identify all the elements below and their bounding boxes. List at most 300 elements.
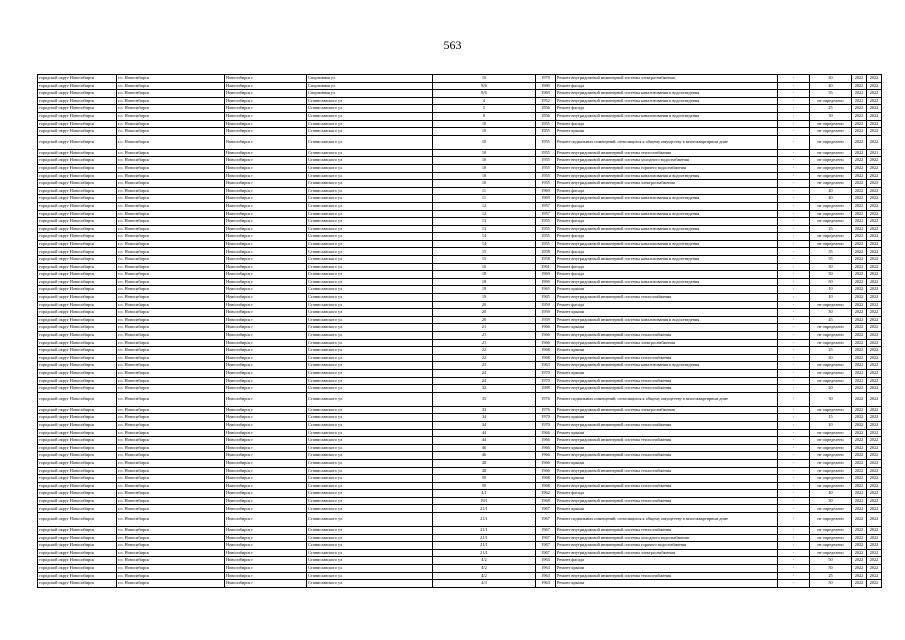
start-year-cell: 2022 xyxy=(852,490,867,498)
street-cell: Станиславского ул xyxy=(307,385,433,393)
build-year-cell: 1969 xyxy=(536,278,556,286)
municipality-cell: городской округ Новосибирск xyxy=(38,271,117,279)
table-row xyxy=(38,557,882,565)
dash-cell: - xyxy=(778,202,810,210)
house-number-cell: 20 xyxy=(433,309,536,317)
city-cell: Новосибирск г xyxy=(225,301,307,309)
street-cell: Спортивная ул xyxy=(307,82,433,90)
street-cell: Станиславского ул xyxy=(307,542,433,550)
cost-cell: не определено xyxy=(810,377,852,385)
build-year-cell: 1965 xyxy=(536,294,556,302)
build-year-cell: 1969 xyxy=(536,187,556,195)
street-cell: Станиславского ул xyxy=(307,332,433,340)
municipality-cell: городской округ Новосибирск xyxy=(38,263,117,271)
start-year-cell: 2022 xyxy=(852,263,867,271)
build-year-cell: 1966 xyxy=(536,467,556,475)
table-row xyxy=(38,218,882,226)
house-number-cell: 18 xyxy=(433,278,536,286)
build-year-cell: 1967 xyxy=(536,513,556,527)
dash-cell: - xyxy=(778,164,810,172)
cost-cell: 30 xyxy=(810,263,852,271)
settlement-cell: г.о. Новосибирск xyxy=(117,316,225,324)
end-year-cell: 2022 xyxy=(867,497,882,505)
municipality-cell: городской округ Новосибирск xyxy=(38,369,117,377)
street-cell: Станиславского ул xyxy=(307,120,433,128)
municipality-cell: городской округ Новосибирск xyxy=(38,339,117,347)
build-year-cell: 1968 xyxy=(536,497,556,505)
dash-cell: - xyxy=(778,112,810,120)
city-cell: Новосибирск г xyxy=(225,385,307,393)
dash-cell: - xyxy=(778,475,810,483)
dash-cell: - xyxy=(778,444,810,452)
build-year-cell: 1966 xyxy=(536,444,556,452)
street-cell: Станиславского ул xyxy=(307,128,433,136)
city-cell: Новосибирск г xyxy=(225,256,307,264)
start-year-cell: 2022 xyxy=(852,513,867,527)
start-year-cell: 2022 xyxy=(852,332,867,340)
table-row xyxy=(38,248,882,256)
settlement-cell: г.о. Новосибирск xyxy=(117,210,225,218)
work-type-cell: Ремонт внутридомовой инженерной системы теплоснабжения xyxy=(556,467,778,475)
build-year-cell: 1959 xyxy=(536,301,556,309)
municipality-cell: городской округ Новосибирск xyxy=(38,256,117,264)
cost-cell: не определено xyxy=(810,210,852,218)
cost-cell: 40 xyxy=(810,82,852,90)
municipality-cell: городской округ Новосибирск xyxy=(38,557,117,565)
work-type-cell: Ремонт фасада xyxy=(556,248,778,256)
table-row xyxy=(38,233,882,241)
cost-cell: 25 xyxy=(810,347,852,355)
table-row xyxy=(38,505,882,513)
start-year-cell: 2022 xyxy=(852,278,867,286)
dash-cell: - xyxy=(778,82,810,90)
work-type-cell: Ремонт крыши xyxy=(556,347,778,355)
cost-cell: 50 xyxy=(810,112,852,120)
street-cell: Станиславского ул xyxy=(307,377,433,385)
dash-cell: - xyxy=(778,385,810,393)
build-year-cell: 1976 xyxy=(536,406,556,414)
municipality-cell: городской округ Новосибирск xyxy=(38,90,117,98)
dash-cell: - xyxy=(778,332,810,340)
settlement-cell: г.о. Новосибирск xyxy=(117,475,225,483)
work-type-cell: Ремонт внутридомовой инженерной системы теплоснабжения xyxy=(556,354,778,362)
cost-cell: 10 xyxy=(810,294,852,302)
cost-cell: 50 xyxy=(810,557,852,565)
build-year-cell: 1957 xyxy=(536,202,556,210)
house-number-cell: 4 xyxy=(433,97,536,105)
cost-cell: не определено xyxy=(810,505,852,513)
city-cell: Новосибирск г xyxy=(225,513,307,527)
work-type-cell: Ремонт крыши xyxy=(556,286,778,294)
start-year-cell: 2022 xyxy=(852,128,867,136)
cost-cell: не определено xyxy=(810,135,852,149)
settlement-cell: г.о. Новосибирск xyxy=(117,135,225,149)
dash-cell: - xyxy=(778,135,810,149)
settlement-cell: г.о. Новосибирск xyxy=(117,90,225,98)
house-number-cell: 22 xyxy=(433,354,536,362)
cost-cell: 50 xyxy=(810,565,852,573)
table-row xyxy=(38,467,882,475)
end-year-cell: 2022 xyxy=(867,278,882,286)
dash-cell: - xyxy=(778,240,810,248)
table-row xyxy=(38,316,882,324)
street-cell: Станиславского ул xyxy=(307,225,433,233)
city-cell: Новосибирск г xyxy=(225,187,307,195)
start-year-cell: 2022 xyxy=(852,97,867,105)
cost-cell: 50 xyxy=(810,278,852,286)
municipality-cell: городской округ Новосибирск xyxy=(38,135,117,149)
end-year-cell: 2022 xyxy=(867,369,882,377)
dash-cell: - xyxy=(778,542,810,550)
house-number-cell: 34 xyxy=(433,421,536,429)
municipality-cell: городской округ Новосибирск xyxy=(38,406,117,414)
work-type-cell: Ремонт внутридомовой инженерной системы теплоснабжения xyxy=(556,452,778,460)
work-type-cell: Ремонт внутридомовой инженерной системы электроснабжения xyxy=(556,75,778,83)
municipality-cell: городской округ Новосибирск xyxy=(38,385,117,393)
house-number-cell: 34 xyxy=(433,414,536,422)
cost-cell: не определено xyxy=(810,324,852,332)
house-number-cell: 16 xyxy=(433,75,536,83)
cost-cell: не определено xyxy=(810,452,852,460)
table-row xyxy=(38,225,882,233)
build-year-cell: 1966 xyxy=(536,452,556,460)
house-number-cell: 4/2 xyxy=(433,557,536,565)
build-year-cell: 1957 xyxy=(536,210,556,218)
dash-cell: - xyxy=(778,105,810,113)
municipality-cell: городской округ Новосибирск xyxy=(38,120,117,128)
municipality-cell: городской округ Новосибирск xyxy=(38,347,117,355)
work-type-cell: Ремонт крыши xyxy=(556,369,778,377)
street-cell: Станиславского ул xyxy=(307,157,433,165)
street-cell: Станиславского ул xyxy=(307,256,433,264)
work-type-cell: Ремонт внутридомовой инженерной системы канализования и водоотведения xyxy=(556,240,778,248)
cost-cell: не определено xyxy=(810,202,852,210)
city-cell: Новосибирск г xyxy=(225,233,307,241)
house-number-cell: 11 xyxy=(433,195,536,203)
cost-cell: не определено xyxy=(810,534,852,542)
settlement-cell: г.о. Новосибирск xyxy=(117,467,225,475)
dash-cell: - xyxy=(778,90,810,98)
end-year-cell: 2022 xyxy=(867,580,882,588)
start-year-cell: 2022 xyxy=(852,414,867,422)
municipality-cell: городской округ Новосибирск xyxy=(38,218,117,226)
street-cell: Станиславского ул xyxy=(307,475,433,483)
end-year-cell: 2022 xyxy=(867,324,882,332)
end-year-cell: 2022 xyxy=(867,527,882,535)
table-row xyxy=(38,210,882,218)
municipality-cell: городской округ Новосибирск xyxy=(38,128,117,136)
cost-cell: не определено xyxy=(810,180,852,188)
street-cell: Станиславского ул xyxy=(307,218,433,226)
city-cell: Новосибирск г xyxy=(225,112,307,120)
city-cell: Новосибирск г xyxy=(225,164,307,172)
cost-cell: 25 xyxy=(810,225,852,233)
dash-cell: - xyxy=(778,339,810,347)
work-type-cell: Ремонт внутридомовой инженерной системы теплоснабжения xyxy=(556,497,778,505)
build-year-cell: 1955 xyxy=(536,225,556,233)
municipality-cell: городской округ Новосибирск xyxy=(38,534,117,542)
municipality-cell: городской округ Новосибирск xyxy=(38,225,117,233)
table-row xyxy=(38,294,882,302)
cost-cell: не определено xyxy=(810,149,852,157)
dash-cell: - xyxy=(778,490,810,498)
work-type-cell: Ремонт фасада xyxy=(556,218,778,226)
dash-cell: - xyxy=(778,210,810,218)
start-year-cell: 2022 xyxy=(852,385,867,393)
city-cell: Новосибирск г xyxy=(225,128,307,136)
dash-cell: - xyxy=(778,301,810,309)
city-cell: Новосибирск г xyxy=(225,414,307,422)
end-year-cell: 2022 xyxy=(867,513,882,527)
settlement-cell: г.о. Новосибирск xyxy=(117,497,225,505)
work-type-cell: Ремонт внутридомовой инженерной системы канализования и водоотведения xyxy=(556,172,778,180)
work-type-cell: Ремонт подвальных помещений, относящихся к общему имуществу в многоквартирном доме xyxy=(556,513,778,527)
work-type-cell: Ремонт внутридомовой инженерной системы холодного водоснабжения xyxy=(556,534,778,542)
work-type-cell: Ремонт внутридомовой инженерной системы теплоснабжения xyxy=(556,437,778,445)
start-year-cell: 2022 xyxy=(852,112,867,120)
cost-cell: не определено xyxy=(810,233,852,241)
end-year-cell: 2022 xyxy=(867,294,882,302)
table-row xyxy=(38,157,882,165)
table-row xyxy=(38,452,882,460)
city-cell: Новосибирск г xyxy=(225,534,307,542)
settlement-cell: г.о. Новосибирск xyxy=(117,429,225,437)
street-cell: Станиславского ул xyxy=(307,406,433,414)
table-row xyxy=(38,534,882,542)
start-year-cell: 2022 xyxy=(852,421,867,429)
street-cell: Станиславского ул xyxy=(307,505,433,513)
municipality-cell: городской округ Новосибирск xyxy=(38,475,117,483)
dash-cell: - xyxy=(778,459,810,467)
house-number-cell: 8/6 xyxy=(433,82,536,90)
end-year-cell: 2022 xyxy=(867,377,882,385)
settlement-cell: г.о. Новосибирск xyxy=(117,180,225,188)
municipality-cell: городской округ Новосибирск xyxy=(38,180,117,188)
dash-cell: - xyxy=(778,414,810,422)
street-cell: Станиславского ул xyxy=(307,195,433,203)
table-row xyxy=(38,429,882,437)
table-row xyxy=(38,572,882,580)
build-year-cell: 1970 xyxy=(536,421,556,429)
table-row xyxy=(38,172,882,180)
work-type-cell: Ремонт внутридомовой инженерной системы канализования и водоотведения xyxy=(556,210,778,218)
street-cell: Станиславского ул xyxy=(307,263,433,271)
street-cell: Станиславского ул xyxy=(307,354,433,362)
work-type-cell: Ремонт внутридомовой инженерной системы теплоснабжения xyxy=(556,294,778,302)
municipality-cell: городской округ Новосибирск xyxy=(38,444,117,452)
street-cell: Станиславского ул xyxy=(307,444,433,452)
settlement-cell: г.о. Новосибирск xyxy=(117,572,225,580)
cost-cell: 40 xyxy=(810,195,852,203)
municipality-cell: городской округ Новосибирск xyxy=(38,421,117,429)
cost-cell: не определено xyxy=(810,240,852,248)
street-cell: Станиславского ул xyxy=(307,513,433,527)
table-row xyxy=(38,527,882,535)
house-number-cell: 14 xyxy=(433,233,536,241)
municipality-cell: городской округ Новосибирск xyxy=(38,195,117,203)
dash-cell: - xyxy=(778,497,810,505)
city-cell: Новосибирск г xyxy=(225,475,307,483)
street-cell: Станиславского ул xyxy=(307,248,433,256)
table-row xyxy=(38,377,882,385)
city-cell: Новосибирск г xyxy=(225,565,307,573)
cost-cell: 30 xyxy=(810,309,852,317)
table-row xyxy=(38,549,882,557)
municipality-cell: городской округ Новосибирск xyxy=(38,233,117,241)
end-year-cell: 2022 xyxy=(867,385,882,393)
dash-cell: - xyxy=(778,195,810,203)
end-year-cell: 2022 xyxy=(867,406,882,414)
house-number-cell: 10 xyxy=(433,172,536,180)
cost-cell: не определено xyxy=(810,157,852,165)
settlement-cell: г.о. Новосибирск xyxy=(117,377,225,385)
dash-cell: - xyxy=(778,429,810,437)
build-year-cell: 1966 xyxy=(536,437,556,445)
start-year-cell: 2022 xyxy=(852,534,867,542)
table-row xyxy=(38,120,882,128)
settlement-cell: г.о. Новосибирск xyxy=(117,233,225,241)
dash-cell: - xyxy=(778,248,810,256)
house-number-cell: 13 xyxy=(433,225,536,233)
work-type-cell: Ремонт внутридомовой инженерной системы канализования и водоотведения xyxy=(556,97,778,105)
work-type-cell: Ремонт внутридомовой инженерной системы канализования и водоотведения xyxy=(556,256,778,264)
street-cell: Станиславского ул xyxy=(307,452,433,460)
house-number-cell: 33 xyxy=(433,406,536,414)
work-type-cell: Ремонт фасада xyxy=(556,490,778,498)
settlement-cell: г.о. Новосибирск xyxy=(117,225,225,233)
house-number-cell: 12 xyxy=(433,210,536,218)
municipality-cell: городской округ Новосибирск xyxy=(38,187,117,195)
table-row xyxy=(38,97,882,105)
cost-cell: не определено xyxy=(810,429,852,437)
street-cell: Станиславского ул xyxy=(307,233,433,241)
start-year-cell: 2022 xyxy=(852,157,867,165)
municipality-cell: городской округ Новосибирск xyxy=(38,149,117,157)
end-year-cell: 2022 xyxy=(867,195,882,203)
settlement-cell: г.о. Новосибирск xyxy=(117,347,225,355)
settlement-cell: г.о. Новосибирск xyxy=(117,490,225,498)
start-year-cell: 2022 xyxy=(852,324,867,332)
settlement-cell: г.о. Новосибирск xyxy=(117,278,225,286)
table-row xyxy=(38,347,882,355)
end-year-cell: 2022 xyxy=(867,332,882,340)
start-year-cell: 2022 xyxy=(852,392,867,406)
build-year-cell: 1963 xyxy=(536,362,556,370)
street-cell: Станиславского ул xyxy=(307,414,433,422)
settlement-cell: г.о. Новосибирск xyxy=(117,406,225,414)
city-cell: Новосибирск г xyxy=(225,105,307,113)
settlement-cell: г.о. Новосибирск xyxy=(117,513,225,527)
build-year-cell: 1955 xyxy=(536,157,556,165)
end-year-cell: 2022 xyxy=(867,286,882,294)
start-year-cell: 2022 xyxy=(852,271,867,279)
table-row xyxy=(38,105,882,113)
dash-cell: - xyxy=(778,294,810,302)
street-cell: Станиславского ул xyxy=(307,369,433,377)
end-year-cell: 2022 xyxy=(867,490,882,498)
street-cell: Станиславского ул xyxy=(307,172,433,180)
cost-cell: 10 xyxy=(810,286,852,294)
municipality-cell: городской округ Новосибирск xyxy=(38,112,117,120)
table-row xyxy=(38,362,882,370)
settlement-cell: г.о. Новосибирск xyxy=(117,565,225,573)
build-year-cell: 1955 xyxy=(536,149,556,157)
work-type-cell: Ремонт фасада xyxy=(556,271,778,279)
house-number-cell: 10 xyxy=(433,157,536,165)
settlement-cell: г.о. Новосибирск xyxy=(117,534,225,542)
settlement-cell: г.о. Новосибирск xyxy=(117,309,225,317)
end-year-cell: 2022 xyxy=(867,309,882,317)
work-type-cell: Ремонт крыши xyxy=(556,444,778,452)
build-year-cell: 1958 xyxy=(536,248,556,256)
street-cell: Станиславского ул xyxy=(307,572,433,580)
street-cell: Станиславского ул xyxy=(307,278,433,286)
start-year-cell: 2022 xyxy=(852,339,867,347)
city-cell: Новосибирск г xyxy=(225,180,307,188)
house-number-cell: 10 xyxy=(433,120,536,128)
start-year-cell: 2022 xyxy=(852,90,867,98)
build-year-cell: 1968 xyxy=(536,354,556,362)
city-cell: Новосибирск г xyxy=(225,97,307,105)
end-year-cell: 2022 xyxy=(867,459,882,467)
end-year-cell: 2022 xyxy=(867,75,882,83)
end-year-cell: 2022 xyxy=(867,97,882,105)
start-year-cell: 2022 xyxy=(852,406,867,414)
settlement-cell: г.о. Новосибирск xyxy=(117,527,225,535)
city-cell: Новосибирск г xyxy=(225,490,307,498)
city-cell: Новосибирск г xyxy=(225,90,307,98)
table-row xyxy=(38,271,882,279)
settlement-cell: г.о. Новосибирск xyxy=(117,149,225,157)
work-type-cell: Ремонт фасада xyxy=(556,120,778,128)
dash-cell: - xyxy=(778,527,810,535)
start-year-cell: 2022 xyxy=(852,135,867,149)
end-year-cell: 2022 xyxy=(867,354,882,362)
work-type-cell: Ремонт крыши xyxy=(556,128,778,136)
street-cell: Станиславского ул xyxy=(307,135,433,149)
cost-cell: не определено xyxy=(810,467,852,475)
municipality-cell: городской округ Новосибирск xyxy=(38,82,117,90)
municipality-cell: городской округ Новосибирск xyxy=(38,105,117,113)
build-year-cell: 1955 xyxy=(536,135,556,149)
cost-cell: не определено xyxy=(810,482,852,490)
city-cell: Новосибирск г xyxy=(225,505,307,513)
dash-cell: - xyxy=(778,437,810,445)
municipality-cell: городской округ Новосибирск xyxy=(38,301,117,309)
start-year-cell: 2022 xyxy=(852,437,867,445)
start-year-cell: 2022 xyxy=(852,549,867,557)
city-cell: Новосибирск г xyxy=(225,444,307,452)
start-year-cell: 2022 xyxy=(852,240,867,248)
dash-cell: - xyxy=(778,218,810,226)
table-row xyxy=(38,286,882,294)
street-cell: Спортивная ул xyxy=(307,75,433,83)
start-year-cell: 2022 xyxy=(852,248,867,256)
settlement-cell: г.о. Новосибирск xyxy=(117,112,225,120)
settlement-cell: г.о. Новосибирск xyxy=(117,385,225,393)
city-cell: Новосибирск г xyxy=(225,339,307,347)
city-cell: Новосибирск г xyxy=(225,218,307,226)
build-year-cell: 1958 xyxy=(536,256,556,264)
cost-cell: 50 xyxy=(810,271,852,279)
cost-cell: не определено xyxy=(810,475,852,483)
dash-cell: - xyxy=(778,421,810,429)
municipality-cell: городской округ Новосибирск xyxy=(38,240,117,248)
settlement-cell: г.о. Новосибирск xyxy=(117,369,225,377)
settlement-cell: г.о. Новосибирск xyxy=(117,549,225,557)
city-cell: Новосибирск г xyxy=(225,157,307,165)
start-year-cell: 2022 xyxy=(852,256,867,264)
